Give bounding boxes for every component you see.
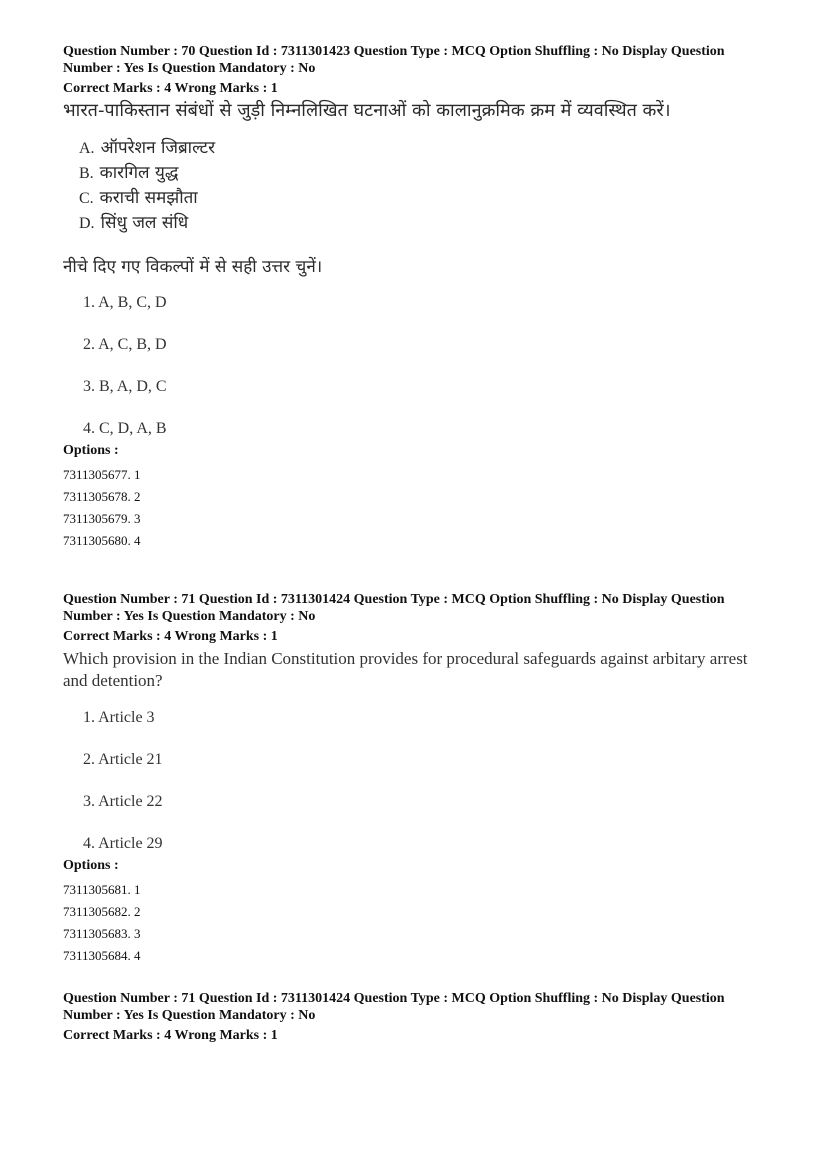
option-id-list — [63, 879, 773, 967]
answer-choice-list — [83, 293, 773, 441]
question-marks: Correct Marks : 4 Wrong Marks : 1 — [63, 1028, 278, 1043]
options-heading: Options : — [63, 858, 119, 873]
question-meta-line2: Number : Yes Is Question Mandatory : No — [63, 1008, 316, 1023]
options-heading: Options : — [63, 443, 119, 458]
answer-choice: 4. Article 29 — [83, 835, 163, 852]
statement-item — [79, 161, 773, 186]
statement-list — [79, 136, 773, 236]
statement-item — [79, 136, 773, 161]
option-id-row: 7311305679. 3 — [63, 511, 141, 526]
statement-text: कराची समझौता — [99, 188, 198, 208]
question-meta-line2: Number : Yes Is Question Mandatory : No — [63, 609, 316, 624]
question-meta-line1: Question Number : 71 Question Id : 7311301424 Question Type : MCQ Option Shuffling : No Display Question — [63, 592, 725, 607]
question-marks: Correct Marks : 4 Wrong Marks : 1 — [63, 629, 278, 644]
option-id-row: 7311305678. 2 — [63, 489, 141, 504]
option-id-row: 7311305683. 3 — [63, 926, 141, 941]
question-meta-line1: Question Number : 70 Question Id : 7311301423 Question Type : MCQ Option Shuffling : No Display Question — [63, 44, 725, 59]
answer-choice: 2. A, C, B, D — [83, 336, 167, 353]
answer-choice: 1. A, B, C, D — [83, 294, 167, 311]
statement-item — [79, 211, 773, 236]
option-id-row: 7311305681. 1 — [63, 882, 141, 897]
statement-label: B. — [79, 165, 94, 182]
option-id-row: 7311305680. 4 — [63, 533, 141, 548]
question-text: भारत-पाकिस्तान संबंधों से जुड़ी निम्नलिखित घटनाओं को कालानुक्रमिक क्रम में व्यवस्थित करें। — [63, 100, 671, 121]
choose-instruction: नीचे दिए गए विकल्पों में से सही उत्तर चुनें। — [63, 257, 323, 277]
question-block-70 — [63, 43, 773, 552]
option-id-row: 7311305677. 1 — [63, 467, 141, 482]
statement-item — [79, 186, 773, 211]
question-text: Which provision in the Indian Constitution provides for procedural safeguards against arbitary arrest and detention? — [63, 649, 748, 690]
answer-choice: 4. C, D, A, B — [83, 420, 167, 437]
answer-choice: 2. Article 21 — [83, 751, 163, 768]
answer-choice: 3. Article 22 — [83, 793, 163, 810]
question-meta-line1: Question Number : 71 Question Id : 7311301424 Question Type : MCQ Option Shuffling : No Display Question — [63, 991, 725, 1006]
statement-label: D. — [79, 215, 95, 232]
statement-text: ऑपरेशन जिब्राल्टर — [100, 138, 216, 158]
question-block-72 — [63, 990, 773, 1044]
answer-choice-list — [83, 708, 773, 856]
answer-choice: 3. B, A, D, C — [83, 378, 167, 395]
option-id-list — [63, 464, 773, 552]
statement-text: सिंधु जल संधि — [100, 213, 189, 233]
question-meta-line2: Number : Yes Is Question Mandatory : No — [63, 61, 316, 76]
question-block-71 — [63, 591, 773, 967]
option-id-row: 7311305682. 2 — [63, 904, 141, 919]
statement-label: C. — [79, 190, 94, 207]
question-marks: Correct Marks : 4 Wrong Marks : 1 — [63, 81, 278, 96]
statement-label: A. — [79, 140, 95, 157]
statement-text: कारगिल युद्ध — [99, 163, 179, 183]
option-id-row: 7311305684. 4 — [63, 948, 141, 963]
answer-choice: 1. Article 3 — [83, 709, 155, 726]
